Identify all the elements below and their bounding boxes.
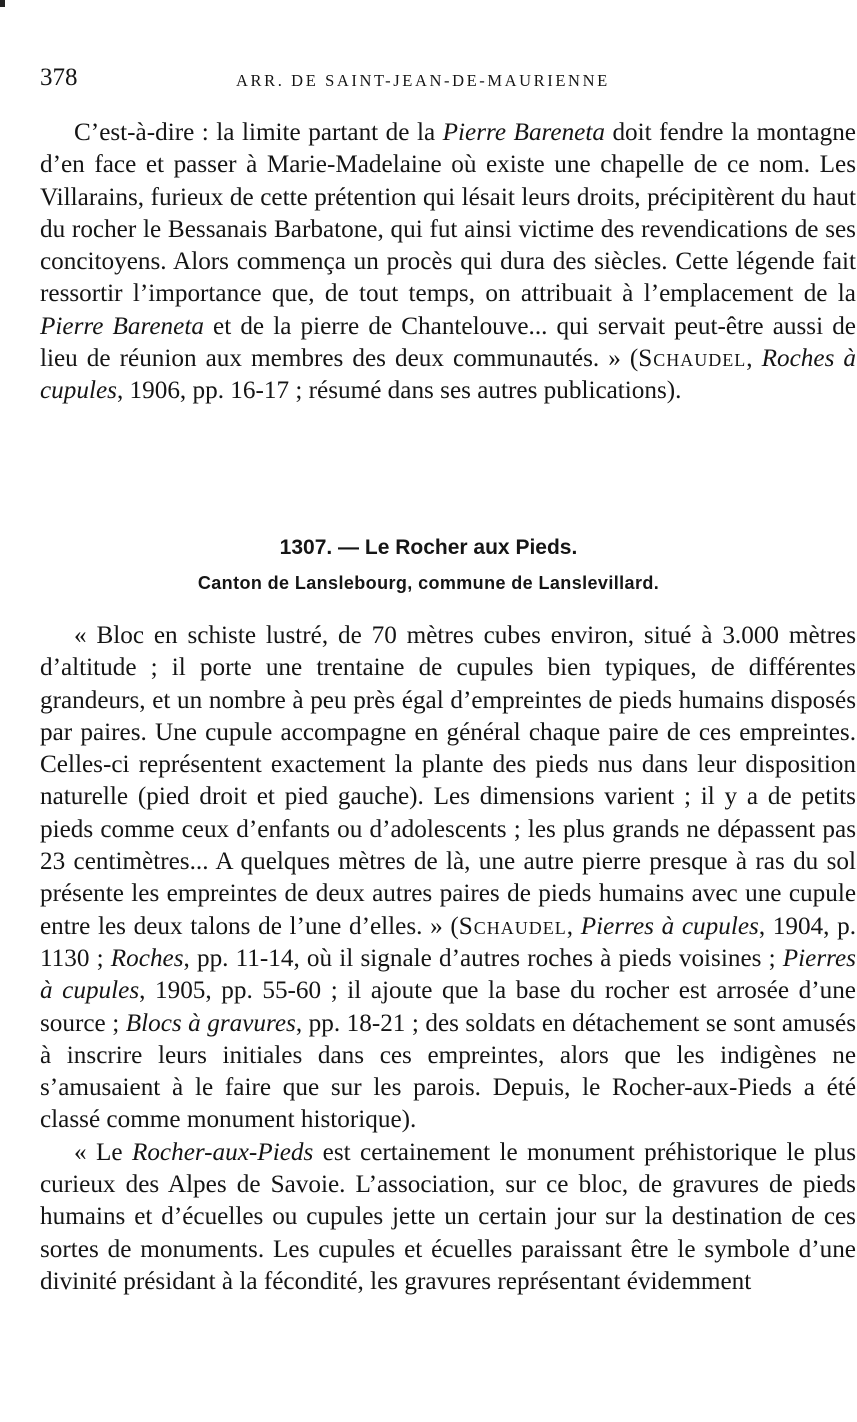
italic-term: Rocher-aux-Pieds <box>131 1138 314 1166</box>
page-number: 378 <box>40 64 78 91</box>
text-run: , pp. 18-21 ; des soldats en détachement se sont amusés à inscrire leurs initiales dans ces empreintes, alors que les indigènes ne s’amusaient à le faire que sur les parois. Depuis, le Rocher-aux-Pieds a été classé comme monument historique). <box>40 1009 857 1134</box>
text-run: , 1904, p. 1130 ; <box>40 912 857 972</box>
text-block-top <box>40 117 856 408</box>
paragraph-description <box>40 620 856 1137</box>
text-run: « Bloc en schiste lustré, de 70 mètres cubes environ, situé à 3.000 mètres d’altitude ; il porte une trentaine de cupules bien typiques, de différentes grandeurs, et un nombre à peu près égal d’empreintes de pieds humains disposés par paires. Une cupule accompagne en général chaque paire de ces empreintes. Celles-ci représentent exactement la plante des pieds nus dans leur disposition naturelle (pied droit et pied gauche). Les dimensions varient ; il y a de petits pieds comme ceux d’enfants ou d’adolescents ; les plus grands ne dépassent pas 23 centimètres... A quelques mètres de là, une autre pierre presque à ras du sol présente les empreintes de deux autres paires de pieds humains avec une cupule entre les deux talons de l’une d’elles. » ( <box>40 622 856 940</box>
paragraph-legend-quote <box>40 117 856 408</box>
italic-citation: Pierres à cupules <box>580 912 759 940</box>
running-head: ARR. DE SAINT-JEAN-DE-MAURIENNE <box>236 71 610 90</box>
entry-subtitle: Canton de Lanslebourg, commune de Lanslevillard. <box>197 573 660 593</box>
text-run: doit fendre la montagne d’en face et passer à Marie-Madelaine où existe une chapelle de ce nom. Les Villarains, furieux de cette prétention qui lésait leurs droits, précipitèrent du haut du rocher le Bessanais Barbatone, qui fut ainsi victime des revendications de ses concitoyens. Alors commença un procès qui dura des siècles. Cette légende fait ressortir l’importance que, de tout temps, on attribuait à l’emplacement de la <box>40 119 856 308</box>
text-run: C’est-à-dire : la limite partant de la <box>74 119 443 146</box>
page-header <box>40 64 817 98</box>
text-run: , <box>566 912 581 940</box>
italic-term: Pierre Bareneta <box>40 312 204 340</box>
paragraph-interpretation <box>40 1137 856 1298</box>
italic-citation: Pierres à cupules <box>40 944 856 1005</box>
text-block-entry <box>40 620 856 1298</box>
text-run: , <box>746 345 762 373</box>
text-run: , 1906, pp. 16-17 ; résumé dans ses autres publications). <box>116 377 682 405</box>
italic-term: Pierre Bareneta <box>442 119 605 146</box>
entry-title: 1307. — Le Rocher aux Pieds. <box>279 536 578 559</box>
italic-citation: Roches <box>110 944 184 972</box>
italic-citation: Blocs à gravures <box>125 1009 296 1037</box>
text-run: et de la pierre de Chantelouve... qui servait peut-être aussi de lieu de réunion aux membres des deux communautés. » ( <box>40 312 856 373</box>
text-run: , 1905, pp. 55-60 ; il ajoute que la base du rocher est arrosée d’une source ; <box>40 977 856 1037</box>
text-run: est certainement le monument préhistorique le plus curieux des Alpes de Savoie. L’association, sur ce bloc, de gravures de pieds humains et d’écuelles ou cupules jette un certain jour sur la destination de ces sortes de monuments. Les cupules et écuelles paraissant être le symbole d’une divinité présidant à la fécondité, les gravures représentant évidemment <box>40 1138 856 1295</box>
text-run: , pp. 11-14, où il signale d’autres roches à pieds voisines ; <box>183 944 783 972</box>
text-run: « Le <box>74 1138 132 1166</box>
author-name: Schaudel <box>638 345 747 373</box>
author-name: Schaudel <box>458 912 567 940</box>
scan-edge-mark <box>0 0 5 7</box>
italic-citation: Roches à cupules <box>40 345 857 405</box>
